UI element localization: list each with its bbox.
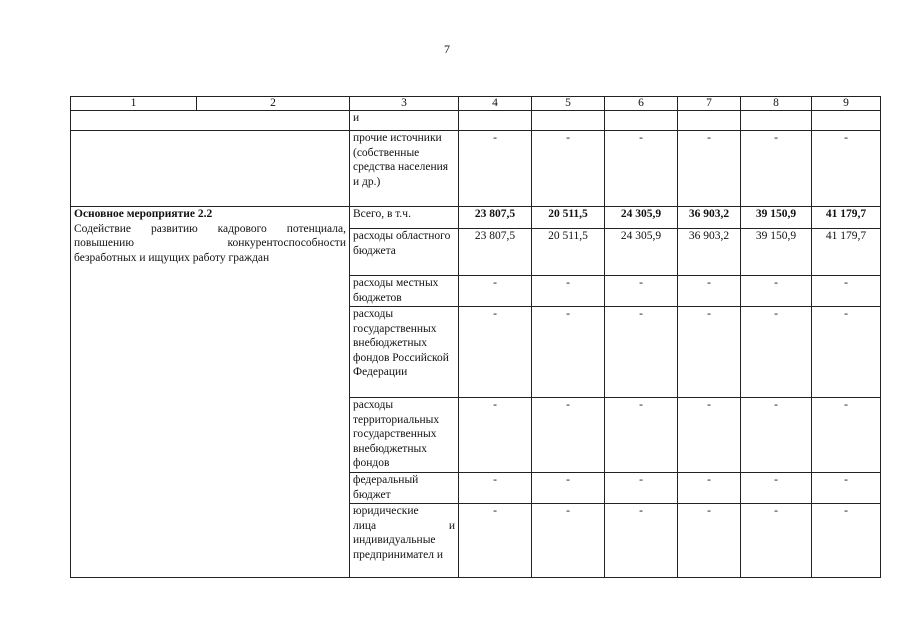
source-cell: расходы территориальных государственных внебюджетных фондов xyxy=(350,398,459,473)
value-cell: 20 511,5 xyxy=(532,229,605,276)
source-line: юридические xyxy=(353,505,419,517)
value-cell xyxy=(532,111,605,131)
value-cell: - xyxy=(741,131,812,207)
financing-table xyxy=(70,96,881,578)
source-cell xyxy=(350,504,459,578)
source-cell: федеральный бюджет xyxy=(350,473,459,504)
total-value-cell: 41 179,7 xyxy=(812,207,881,229)
source-line: индивидуальные предпринимател и xyxy=(353,534,443,561)
column-number: 4 xyxy=(459,97,532,111)
value-cell: - xyxy=(532,504,605,578)
value-cell: - xyxy=(605,307,678,398)
column-number: 6 xyxy=(605,97,678,111)
value-cell: - xyxy=(741,398,812,473)
value-cell: 39 150,9 xyxy=(741,229,812,276)
value-cell: - xyxy=(812,473,881,504)
column-number: 8 xyxy=(741,97,812,111)
value-cell: - xyxy=(605,131,678,207)
source-cell: расходы областного бюджета xyxy=(350,229,459,276)
column-number: 1 xyxy=(71,97,197,111)
value-cell: - xyxy=(812,307,881,398)
value-cell xyxy=(741,111,812,131)
empty-cell xyxy=(71,131,350,207)
value-cell: 36 903,2 xyxy=(678,229,741,276)
column-number: 3 xyxy=(350,97,459,111)
value-cell: - xyxy=(605,504,678,578)
value-cell: - xyxy=(459,276,532,307)
value-cell: - xyxy=(605,473,678,504)
value-cell: - xyxy=(812,131,881,207)
measure-description-line: безработных и ищущих работу граждан xyxy=(74,251,270,264)
value-cell: 24 305,9 xyxy=(605,229,678,276)
value-cell: - xyxy=(459,398,532,473)
value-cell: - xyxy=(459,131,532,207)
value-cell: - xyxy=(678,131,741,207)
source-cell: прочие источники (собственные средства населения и др.) xyxy=(350,131,459,207)
source-line: лица и xyxy=(353,519,455,532)
value-cell: - xyxy=(532,473,605,504)
value-cell: - xyxy=(812,276,881,307)
column-number: 2 xyxy=(197,97,350,111)
total-value-cell: 20 511,5 xyxy=(532,207,605,229)
value-cell: - xyxy=(741,504,812,578)
table-row xyxy=(71,131,881,207)
measure-description xyxy=(74,222,346,266)
page-number: 7 xyxy=(444,42,450,56)
value-cell: - xyxy=(741,307,812,398)
value-cell xyxy=(459,111,532,131)
value-cell: - xyxy=(532,131,605,207)
total-value-cell: 39 150,9 xyxy=(741,207,812,229)
measure-cell xyxy=(71,207,350,578)
value-cell xyxy=(605,111,678,131)
table-row xyxy=(71,207,881,229)
value-cell: - xyxy=(812,504,881,578)
column-number: 5 xyxy=(532,97,605,111)
value-cell: - xyxy=(678,504,741,578)
source-cell: расходы государственных внебюджетных фондов Российской Федерации xyxy=(350,307,459,398)
column-number: 9 xyxy=(812,97,881,111)
measure-description-line: Содействие развитию кадрового потенциала, xyxy=(74,222,346,235)
value-cell: - xyxy=(459,504,532,578)
value-cell: - xyxy=(532,276,605,307)
value-cell: - xyxy=(605,276,678,307)
measure-description-line: повышению конкурентоспособности xyxy=(74,237,346,250)
source-cell: Всего, в т.ч. xyxy=(350,207,459,229)
table-row xyxy=(71,111,881,131)
value-cell: - xyxy=(741,276,812,307)
value-cell: - xyxy=(532,307,605,398)
value-cell: 23 807,5 xyxy=(459,229,532,276)
value-cell: - xyxy=(459,307,532,398)
measure-title: Основное мероприятие 2.2 xyxy=(74,208,213,220)
total-value-cell: 23 807,5 xyxy=(459,207,532,229)
column-number-row xyxy=(71,97,881,111)
value-cell: - xyxy=(678,398,741,473)
value-cell: - xyxy=(678,473,741,504)
total-value-cell: 24 305,9 xyxy=(605,207,678,229)
value-cell: 41 179,7 xyxy=(812,229,881,276)
column-number: 7 xyxy=(678,97,741,111)
value-cell: - xyxy=(532,398,605,473)
source-cell: и xyxy=(350,111,459,131)
empty-cell xyxy=(71,111,350,131)
value-cell: - xyxy=(741,473,812,504)
value-cell xyxy=(678,111,741,131)
value-cell: - xyxy=(605,398,678,473)
source-cell: расходы местных бюджетов xyxy=(350,276,459,307)
total-value-cell: 36 903,2 xyxy=(678,207,741,229)
value-cell: - xyxy=(678,307,741,398)
value-cell: - xyxy=(812,398,881,473)
value-cell: - xyxy=(459,473,532,504)
value-cell: - xyxy=(678,276,741,307)
value-cell xyxy=(812,111,881,131)
